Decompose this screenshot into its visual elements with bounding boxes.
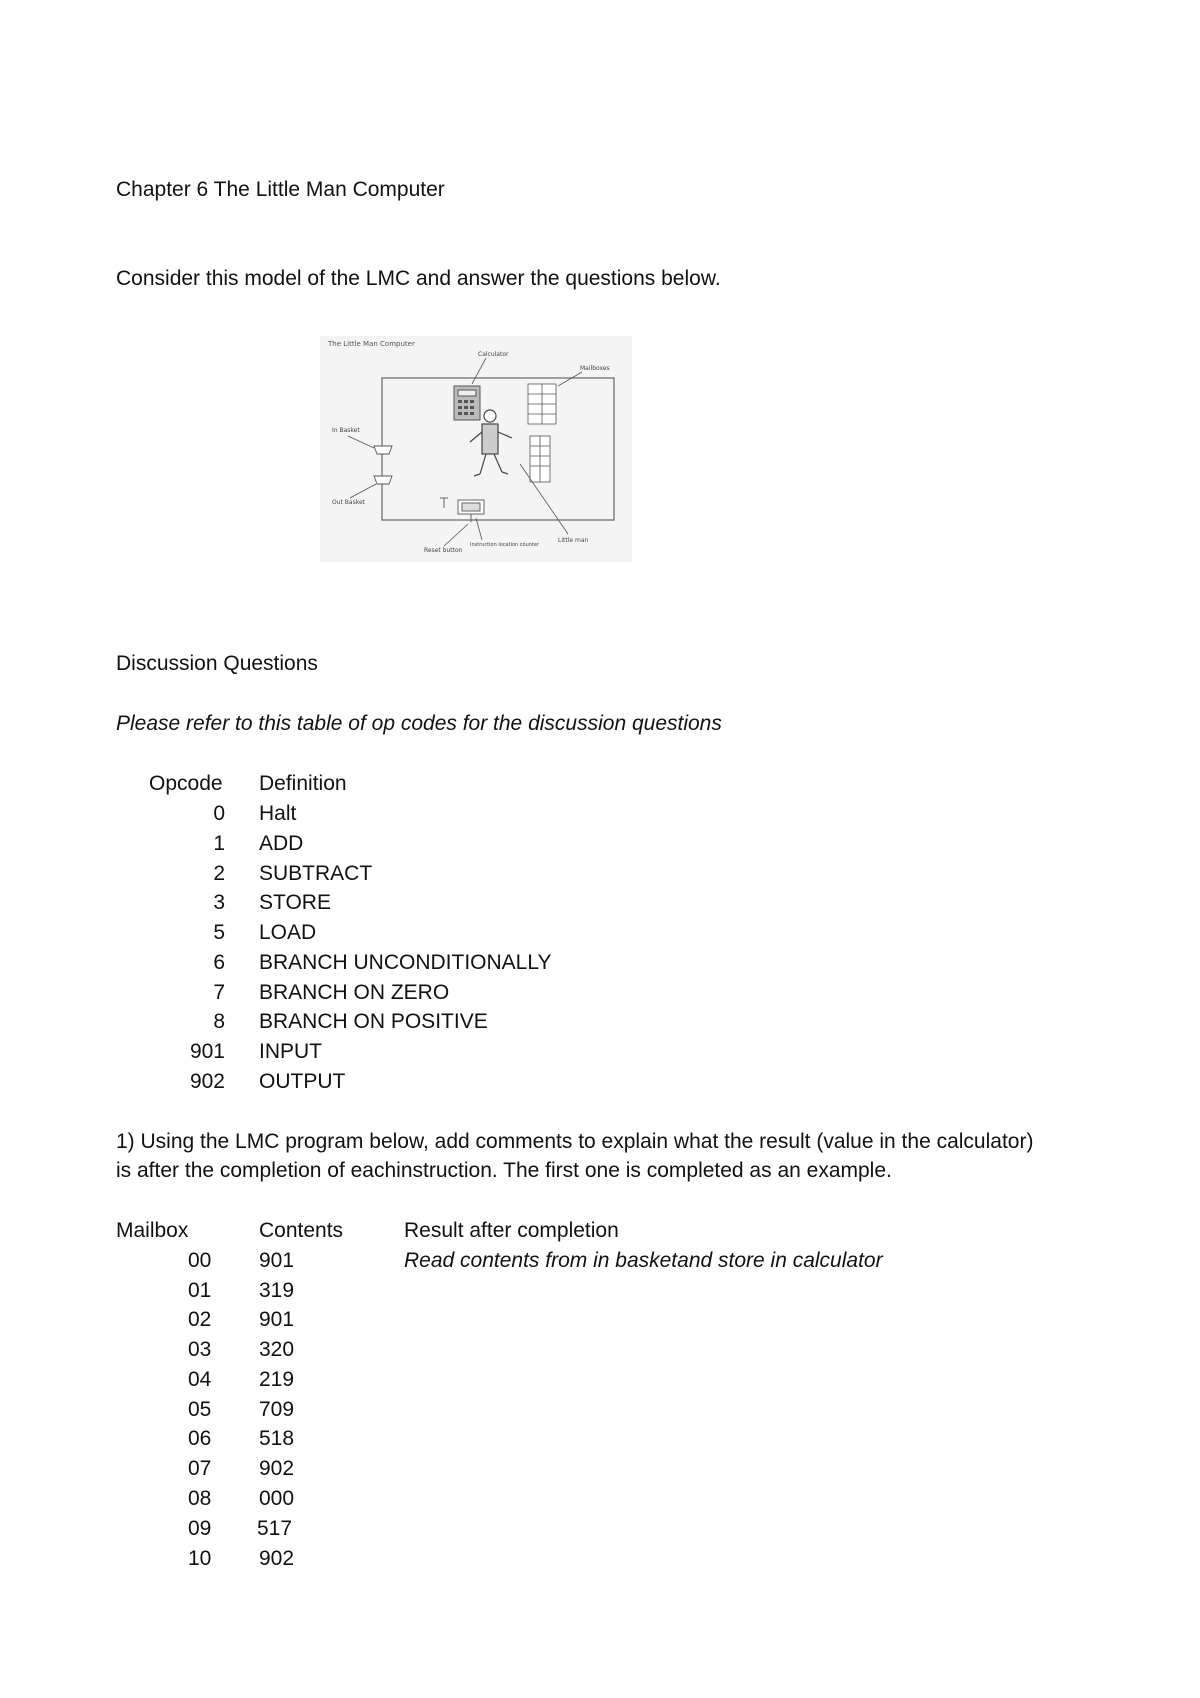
program-header-result: Result after completion — [404, 1219, 619, 1242]
program-mailbox: 07 — [188, 1457, 212, 1480]
calculator-graphic — [454, 386, 480, 420]
program-header-contents: Contents — [259, 1219, 344, 1242]
opcode-code: 0 — [213, 802, 225, 825]
instruction-counter-label: Instruction location counter — [470, 542, 540, 548]
opcode-header-definition: Definition — [259, 772, 347, 795]
program-mailbox: 10 — [188, 1547, 212, 1570]
opcode-definition: Halt — [259, 802, 297, 825]
in-basket-graphic — [374, 446, 392, 454]
program-contents: 219 — [259, 1368, 295, 1391]
instruction-counter-graphic — [440, 498, 484, 522]
opcode-definition: BRANCH UNCONDITIONALLY — [259, 951, 552, 974]
program-mailbox: 02 — [188, 1308, 212, 1331]
lmc-model-figure — [320, 336, 632, 562]
question1-line2: is after the completion of eachinstruction. The first one is completed as an example. — [116, 1159, 892, 1182]
program-mailbox: 04 — [188, 1368, 212, 1391]
little-man-label: Little man — [558, 537, 589, 544]
out-basket-graphic — [374, 476, 392, 484]
program-contents: 518 — [259, 1427, 295, 1450]
opcode-code: 902 — [189, 1070, 225, 1093]
program-contents: 320 — [259, 1338, 295, 1361]
out-basket-label: Out Basket — [332, 499, 366, 506]
question1-line1: 1) Using the LMC program below, add comments to explain what the result (value in the calculator) — [116, 1130, 1034, 1153]
program-header-mailbox: Mailbox — [116, 1219, 189, 1242]
discussion-heading: Discussion Questions — [116, 652, 318, 675]
opcode-code: 1 — [213, 832, 225, 855]
chapter-title: Chapter 6 The Little Man Computer — [116, 178, 445, 201]
reset-button-label: Reset button — [424, 547, 463, 554]
program-contents: 709 — [259, 1398, 295, 1421]
opcode-code: 8 — [213, 1010, 225, 1033]
opcode-definition: BRANCH ON ZERO — [259, 981, 450, 1004]
opcode-definition: STORE — [259, 891, 331, 914]
lmc-model-illustration — [320, 336, 632, 562]
opcode-definition: OUTPUT — [259, 1070, 346, 1093]
intro-text: Consider this model of the LMC and answer the questions below. — [116, 267, 721, 290]
discussion-instruction: Please refer to this table of op codes for the discussion questions — [116, 712, 722, 735]
figure-title: The Little Man Computer — [328, 340, 415, 348]
opcode-header-code: Opcode — [149, 772, 223, 795]
program-contents: 319 — [259, 1279, 295, 1302]
in-basket-label: In Basket — [332, 427, 360, 434]
program-contents: 902 — [259, 1457, 295, 1480]
opcode-code: 3 — [213, 891, 225, 914]
opcode-definition: SUBTRACT — [259, 862, 373, 885]
opcode-code: 6 — [213, 951, 225, 974]
program-mailbox: 09 — [188, 1517, 212, 1540]
opcode-definition: BRANCH ON POSITIVE — [259, 1010, 488, 1033]
mailboxes-label: Mailboxes — [580, 365, 610, 372]
calculator-label: Calculator — [478, 351, 509, 358]
opcode-code: 901 — [189, 1040, 225, 1063]
program-mailbox: 03 — [188, 1338, 212, 1361]
program-contents: 901 — [259, 1308, 295, 1331]
opcode-definition: ADD — [259, 832, 304, 855]
program-mailbox: 05 — [188, 1398, 212, 1421]
program-contents: 517 — [257, 1517, 293, 1540]
program-mailbox: 08 — [188, 1487, 212, 1510]
mailboxes-graphic — [528, 384, 556, 482]
program-result: Read contents from in basketand store in calculator — [404, 1249, 883, 1272]
program-mailbox: 00 — [188, 1249, 212, 1272]
opcode-definition: LOAD — [259, 921, 317, 944]
opcode-code: 2 — [213, 862, 225, 885]
program-contents: 000 — [259, 1487, 295, 1510]
opcode-code: 5 — [213, 921, 225, 944]
program-contents: 901 — [259, 1249, 295, 1272]
opcode-code: 7 — [213, 981, 225, 1004]
opcode-definition: INPUT — [259, 1040, 322, 1063]
program-contents: 902 — [259, 1547, 295, 1570]
program-mailbox: 01 — [188, 1279, 212, 1302]
program-mailbox: 06 — [188, 1427, 212, 1450]
